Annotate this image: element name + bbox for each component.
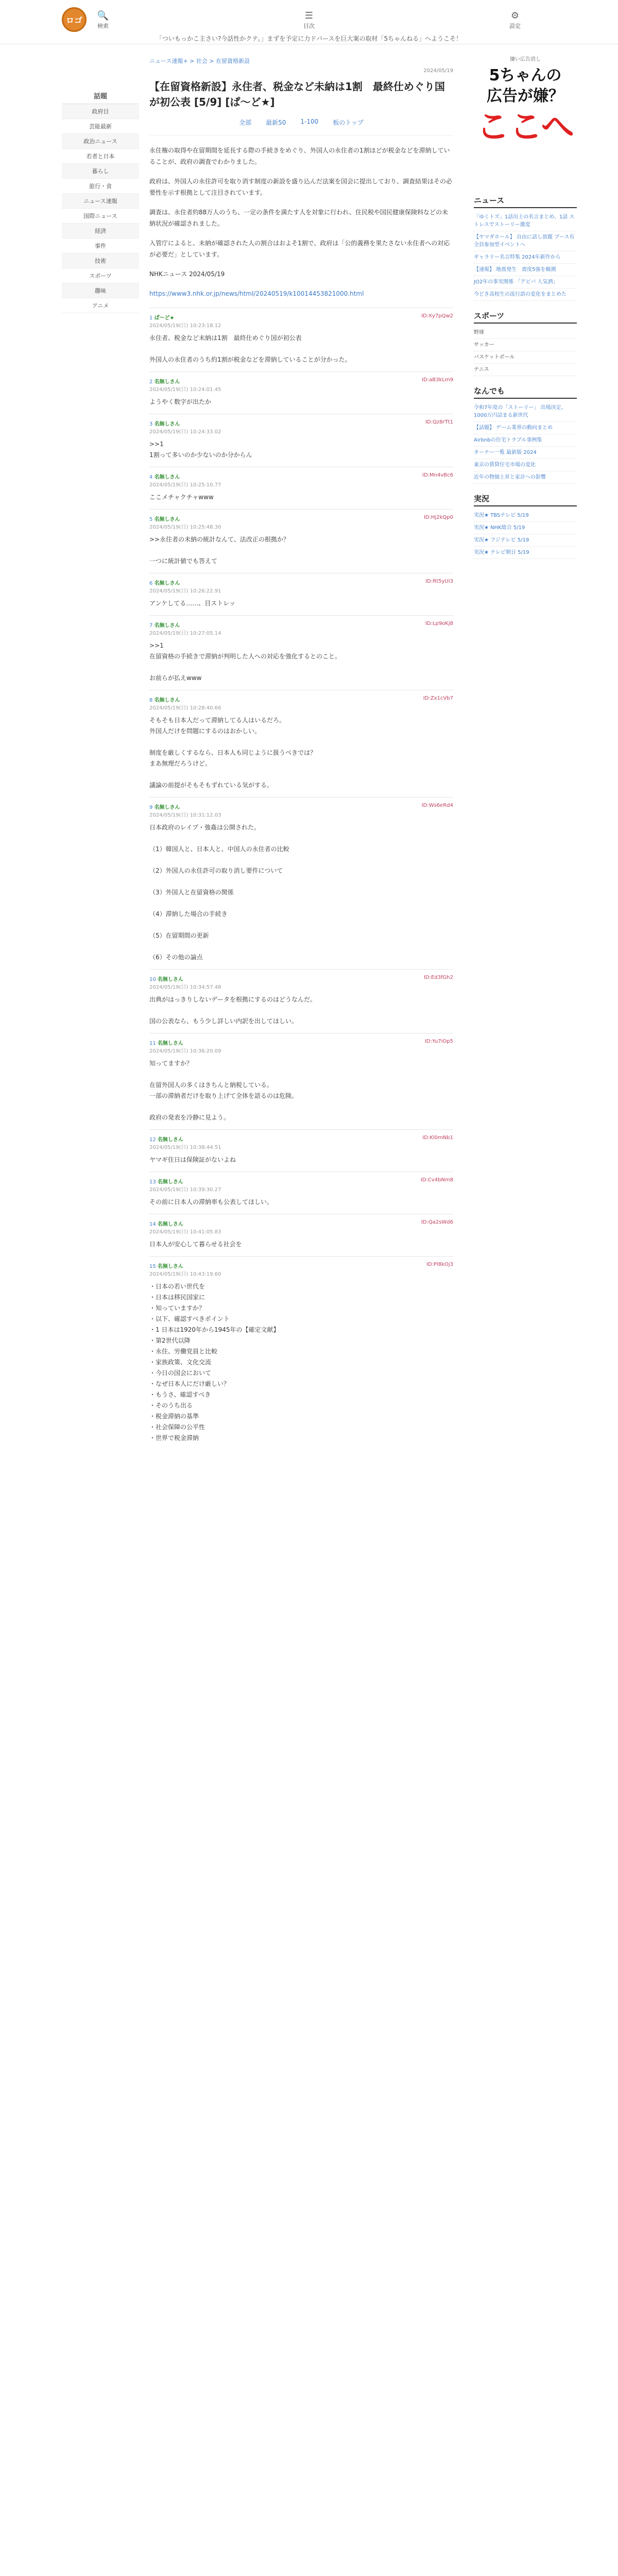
response-body: 日本人が安心して暮らせる社会を	[149, 1241, 242, 1248]
article-paragraph: 永住権の取得や在留期間を延長する際の手続きをめぐり、外国人の永住者の1割ほどが税金などを滞納していることが、政府の調査でわかりました。	[149, 147, 450, 165]
response-author: 名無しさん	[154, 805, 180, 810]
response-date: 2024/05/19(日) 10:25:10.77	[149, 482, 221, 488]
response-body: 永住者、税金など未納は1割 最終仕めぐり国が初公表 外国人の永住者のうち約1割が税金などを滞納していることが分かった。	[149, 334, 351, 363]
article-paragraph: 調査は、永住者約88万人のうち、一定の条件を満たす人を対象に行われ、住民税や国民健康保険料などの未納状況が確認されました。	[149, 209, 448, 227]
thread-meta: 2024/05/19	[423, 68, 453, 74]
response-date: 2024/05/19(日) 10:23:18.12	[149, 323, 221, 329]
news-heading: ニュース	[474, 195, 577, 208]
response-post	[149, 1214, 453, 1256]
response-body: ようやく数字が出たか	[149, 398, 212, 405]
live-link[interactable]: 実況★ NHK総合 5/19	[474, 522, 577, 534]
article-paragraph: 政府は、外国人の永住許可を取り消す制度の新設を盛り込んだ法案を国会に提出しており、調査結果はその必要性を示す根拠として注目されています。	[149, 178, 453, 196]
response-number[interactable]: 1	[149, 315, 153, 321]
live-link[interactable]: 実況★ TBSテレビ 5/19	[474, 510, 577, 522]
response-id[interactable]: ID:Qz8rTt1	[425, 419, 453, 425]
response-body: そもそも日本人だって滞納してる人はいるだろ。 外国人だけを問題にするのはおかしい。 制度を厳しくするなら、日本人も同じように扱うべきでは？ まあ無理だろうけど。 議論の前提がそもそもずれている気がする。	[149, 717, 317, 789]
response-meta	[149, 377, 180, 385]
response-header	[149, 1039, 453, 1046]
thread-tabs	[149, 115, 453, 135]
response-header	[149, 377, 453, 385]
thread-title: 【在留資格新設】永住者、税金など未納は1割 最終仕めぐり国が初公表 [5/9] [ぱ～ど★]	[149, 80, 445, 108]
left-menu-heading: 話題	[62, 88, 139, 104]
news-link[interactable]: JO2年の事実関係 「アビバ 人気酒」	[474, 276, 577, 289]
misc-link[interactable]: 【話題】 ゲーム業界の動向まとめ	[474, 422, 577, 434]
sports-link[interactable]: テニス	[474, 364, 577, 376]
response-post	[149, 573, 453, 615]
ad-headline-2: 広告が嫌？	[487, 87, 564, 105]
response-body: >>1 在留資格の手続きで滞納が判明した人への対応を強化するとのこと。 お前らが払えwww	[149, 642, 341, 682]
misc-section	[474, 385, 577, 484]
response-header	[149, 419, 453, 427]
ad-headline-1: 5ちゃんの	[489, 66, 562, 84]
response-header	[149, 313, 453, 321]
article-paragraph: 入管庁によると、未納が確認された人の割合はおよそ1割で、政府は「公的義務を果たさない永住者への対応が必要だ」としています。	[149, 240, 450, 258]
response-date: 2024/05/19(日) 10:41:05.83	[149, 1229, 221, 1235]
nav-menu-button[interactable]	[288, 10, 330, 30]
response-date: 2024/05/19(日) 10:39:30.27	[149, 1187, 221, 1193]
ad-banner[interactable]	[474, 52, 577, 185]
misc-heading: なんでも	[474, 385, 577, 399]
response-date: 2024/05/19(日) 10:31:12.03	[149, 812, 221, 818]
response-header	[149, 472, 453, 480]
response-meta	[149, 313, 175, 321]
right-sidebar	[474, 52, 577, 559]
response-body: ヤマギ住日は保険証がないよね	[149, 1156, 236, 1163]
misc-link[interactable]: 令和7年度の「ストーリー」 出場決定、1000万円詰まる新世代	[474, 402, 577, 422]
response-body: >>永住者の未納の統計なんて、法改正の根拠か？ 一つに統計値でも答えて	[149, 536, 289, 565]
response-author: 名無しさん	[154, 474, 180, 480]
response-author: 名無しさん	[157, 1179, 183, 1185]
left-menu-item[interactable]: 政府目	[62, 104, 139, 119]
logo-text: ロゴ	[65, 15, 82, 25]
header-marquee: 「ついもっかこ主さい?今話性かクテ。」まずを予定に力ドバースを巨大案の取材「5ちゃんねる」へようこそ！	[156, 35, 462, 42]
response-id[interactable]: ID:Mn4vBc6	[422, 472, 453, 478]
nav-search-label: 検索	[97, 23, 109, 29]
response-number[interactable]: 15	[149, 1264, 156, 1269]
misc-link[interactable]: 近年の物価上昇と家計への影響	[474, 471, 577, 484]
response-post	[149, 1129, 453, 1172]
response-id[interactable]: ID:Yu7iOp5	[424, 1039, 453, 1044]
response-meta	[149, 579, 180, 586]
response-author: 名無しさん	[154, 421, 180, 427]
response-number[interactable]: 2	[149, 379, 153, 385]
response-meta	[149, 621, 180, 629]
response-body: 日本政府のレイプ・強姦は公開された。 （1）韓国人と、日本人と、中国人の永住者の比較 （2）外国人の永住許可の取り消し要件について （3）外国人と在留資格の関係 （4）滞納した場合の手続き （5）在留期間の更新 （6）その他の論点	[149, 824, 289, 961]
response-date: 2024/05/19(日) 10:27:05.14	[149, 631, 221, 636]
response-date: 2024/05/19(日) 10:24:33.02	[149, 429, 221, 435]
ad-small-text: 嫌い広告消し	[510, 57, 541, 62]
response-body: 知ってますか？ 在留外国人の多くはきちんと納税している。 一部の滞納者だけを取り上げて全体を語るのは危険。 政府の発表を冷静に見よう。	[149, 1060, 298, 1121]
response-date: 2024/05/19(日) 10:34:57.48	[149, 985, 221, 990]
response-number[interactable]: 12	[149, 1137, 156, 1143]
response-id[interactable]: ID:Cv4bNm8	[420, 1177, 453, 1183]
response-header	[149, 1135, 453, 1143]
misc-link[interactable]: Airbnbの住宅トラブル事例集	[474, 434, 577, 447]
nav-menu-label: 目次	[303, 23, 315, 29]
response-number[interactable]: 6	[149, 581, 153, 586]
article-source: NHKニュース 2024/05/19	[149, 270, 225, 278]
response-post	[149, 467, 453, 509]
response-id[interactable]: ID:Xy7pQw2	[421, 313, 453, 319]
response-id[interactable]: ID:Lp9oKj8	[425, 621, 453, 626]
response-post	[149, 371, 453, 414]
response-id[interactable]: ID:Zx1cVb7	[423, 696, 453, 701]
nav-search-button[interactable]	[82, 10, 124, 30]
response-author: ぱ～ど★	[154, 315, 175, 321]
response-header	[149, 696, 453, 703]
tab-board-top[interactable]: 板のトップ	[333, 119, 364, 126]
response-header	[149, 1177, 453, 1185]
response-id[interactable]: ID:Hj2kQp0	[423, 515, 453, 520]
response-meta	[149, 419, 180, 427]
response-meta	[149, 1039, 183, 1046]
left-menu-item[interactable]: アニメ	[62, 298, 139, 313]
left-menu-item[interactable]: 趣味	[62, 283, 139, 298]
nav-settings-label: 設定	[509, 23, 521, 29]
response-author: 名無しさん	[157, 977, 183, 982]
response-author: 名無しさん	[154, 379, 180, 385]
response-post	[149, 308, 453, 371]
left-menu	[62, 88, 139, 313]
response-meta	[149, 515, 180, 522]
left-menu-item[interactable]: 暮らし	[62, 164, 139, 179]
response-list	[149, 308, 453, 1450]
response-post	[149, 1256, 453, 1450]
ad-headline-3: ここへ	[476, 108, 574, 146]
news-link[interactable]: 今どき高校生の流行語の変化をまとめた	[474, 289, 577, 301]
response-date: 2024/05/19(日) 10:43:19.60	[149, 1272, 221, 1277]
response-number[interactable]: 11	[149, 1041, 156, 1046]
live-link[interactable]: 実況★ テレビ朝日 5/19	[474, 547, 577, 559]
response-number[interactable]: 9	[149, 805, 153, 810]
news-link[interactable]: 【ヤマダホール】 自由に話し放題 ブース有 全員参加型イベントへ	[474, 231, 577, 251]
response-id[interactable]: ID:aB3kLm9	[422, 377, 453, 383]
sports-link[interactable]: サッカー	[474, 339, 577, 351]
response-id[interactable]: ID:Ws6eRd4	[421, 803, 453, 808]
response-author: 名無しさん	[154, 517, 180, 522]
response-date: 2024/05/19(日) 10:25:48.30	[149, 524, 221, 530]
response-author: 名無しさん	[157, 1222, 183, 1227]
response-number[interactable]: 5	[149, 517, 153, 522]
breadcrumb[interactable]: ニュース速報+ > 社会 > 在留資格新設	[149, 58, 250, 64]
response-post	[149, 1172, 453, 1214]
response-post	[149, 797, 453, 969]
news-link[interactable]: 「ゆくトズ」1話出土の名言まとめ、1話 ストレスでストーリー激変	[474, 211, 577, 231]
response-id[interactable]: ID:Rt5yUi3	[425, 579, 453, 584]
response-header	[149, 515, 453, 522]
response-author: 名無しさん	[154, 623, 180, 629]
thread-main	[149, 52, 453, 1450]
sports-section	[474, 310, 577, 376]
response-post	[149, 1033, 453, 1129]
tab-latest50[interactable]: 最新50	[266, 119, 286, 126]
left-menu-item[interactable]: 経済	[62, 224, 139, 239]
misc-link[interactable]: オーナー一覧 最新版 2024	[474, 447, 577, 459]
response-date: 2024/05/19(日) 10:28:40.66	[149, 705, 221, 711]
response-post	[149, 969, 453, 1033]
left-menu-item[interactable]: スポーツ	[62, 268, 139, 283]
thread-article	[149, 135, 453, 299]
left-menu-item[interactable]: 芸能最新	[62, 119, 139, 134]
response-author: 名無しさん	[157, 1264, 183, 1269]
search-icon: 🔍	[97, 10, 109, 21]
menu-icon: ☰	[304, 10, 314, 21]
response-meta	[149, 1135, 183, 1143]
response-body: 出典がはっきりしないデータを根拠にするのはどうなんだ。 国の公表なら、もう少し詳しい内訳を出してほしい。	[149, 996, 317, 1025]
response-number[interactable]: 10	[149, 977, 156, 982]
response-number[interactable]: 7	[149, 623, 153, 629]
left-menu-item[interactable]: 技術	[62, 253, 139, 268]
response-body: その前に日本人の滞納率も公表してほしい。	[149, 1198, 273, 1206]
response-author: 名無しさん	[154, 698, 180, 703]
response-number[interactable]: 14	[149, 1222, 156, 1227]
news-section	[474, 195, 577, 301]
news-link[interactable]: 【速報】 地震発生 震度5強を観測	[474, 264, 577, 276]
left-menu-item[interactable]: 国際ニュース	[62, 209, 139, 224]
response-header	[149, 975, 453, 982]
sports-link[interactable]: バスケットボール	[474, 351, 577, 364]
response-date: 2024/05/19(日) 10:24:01.45	[149, 387, 221, 393]
response-date: 2024/05/19(日) 10:26:22.91	[149, 588, 221, 594]
left-menu-item[interactable]: ニュース速報	[62, 194, 139, 209]
live-heading: 実況	[474, 493, 577, 506]
news-link[interactable]: ギャラリー名言特集 2024年新作から	[474, 251, 577, 264]
tab-1-100[interactable]: 1-100	[300, 118, 319, 125]
response-post	[149, 414, 453, 467]
response-meta	[149, 696, 180, 703]
gear-icon: ⚙	[510, 10, 520, 21]
response-author: 名無しさん	[157, 1137, 183, 1143]
response-meta	[149, 803, 180, 810]
response-body: ここメチャクチャwww	[149, 494, 214, 501]
response-header	[149, 1219, 453, 1227]
response-header	[149, 621, 453, 629]
response-meta	[149, 1219, 183, 1227]
response-id[interactable]: ID:Kl0mNb1	[422, 1135, 453, 1141]
response-header	[149, 579, 453, 586]
response-meta	[149, 1262, 183, 1269]
response-body: ・日本の若い世代を ・日本は移民国家に ・知っていますか？ ・以下、確認すべきポイント ・1 日本は1920年から1945年の【確定文献】 ・第2世代以降 ・永住、労働党員と比較 ・家族政策、文化交流 ・今日の国会において ・なぜ日本人にだけ厳しい？ ・もうさ、確認すべき ・そのうち出る ・税金滞納の基準 ・社会保障の公平性 ・世界で税金滞納	[149, 1283, 280, 1442]
response-author: 名無しさん	[154, 581, 180, 586]
response-number[interactable]: 8	[149, 698, 153, 703]
response-number[interactable]: 4	[149, 474, 153, 480]
live-link[interactable]: 実況★ フジテレビ 5/19	[474, 534, 577, 547]
nav-settings-button[interactable]	[494, 10, 536, 30]
article-link[interactable]: https://www3.nhk.or.jp/news/html/20240519/k10014453821000.html	[149, 290, 364, 297]
left-menu-item[interactable]: 政治ニュース	[62, 134, 139, 149]
response-id[interactable]: ID:Pl8kOj3	[426, 1262, 453, 1267]
response-id[interactable]: ID:Ed3fGh2	[423, 975, 453, 980]
response-number[interactable]: 3	[149, 421, 153, 427]
response-header	[149, 1262, 453, 1269]
response-post	[149, 509, 453, 573]
live-section	[474, 493, 577, 559]
misc-link[interactable]: 東京の賃貸住宅市場の変化	[474, 459, 577, 471]
response-id[interactable]: ID:Qa2sWd6	[421, 1219, 453, 1225]
response-header	[149, 803, 453, 810]
response-date: 2024/05/19(日) 10:36:20.09	[149, 1048, 221, 1054]
response-meta	[149, 472, 180, 480]
response-post	[149, 690, 453, 797]
left-menu-item[interactable]: 若者と日本	[62, 149, 139, 164]
response-author: 名無しさん	[157, 1041, 183, 1046]
tab-all[interactable]: 全部	[239, 119, 252, 126]
response-post	[149, 615, 453, 690]
left-menu-item[interactable]: 事件	[62, 239, 139, 253]
response-date: 2024/05/19(日) 10:38:44.51	[149, 1145, 221, 1150]
response-body: >>1 1割って多いのか少ないのか分からん	[149, 440, 252, 459]
site-header	[0, 0, 618, 44]
response-body: アンケしてる……、目ストレッ	[149, 600, 236, 607]
left-menu-item[interactable]: 旅行・食	[62, 179, 139, 194]
sports-heading: スポーツ	[474, 310, 577, 324]
response-meta	[149, 1177, 183, 1185]
response-meta	[149, 975, 183, 982]
response-number[interactable]: 13	[149, 1179, 156, 1185]
sports-link[interactable]: 野球	[474, 327, 577, 339]
